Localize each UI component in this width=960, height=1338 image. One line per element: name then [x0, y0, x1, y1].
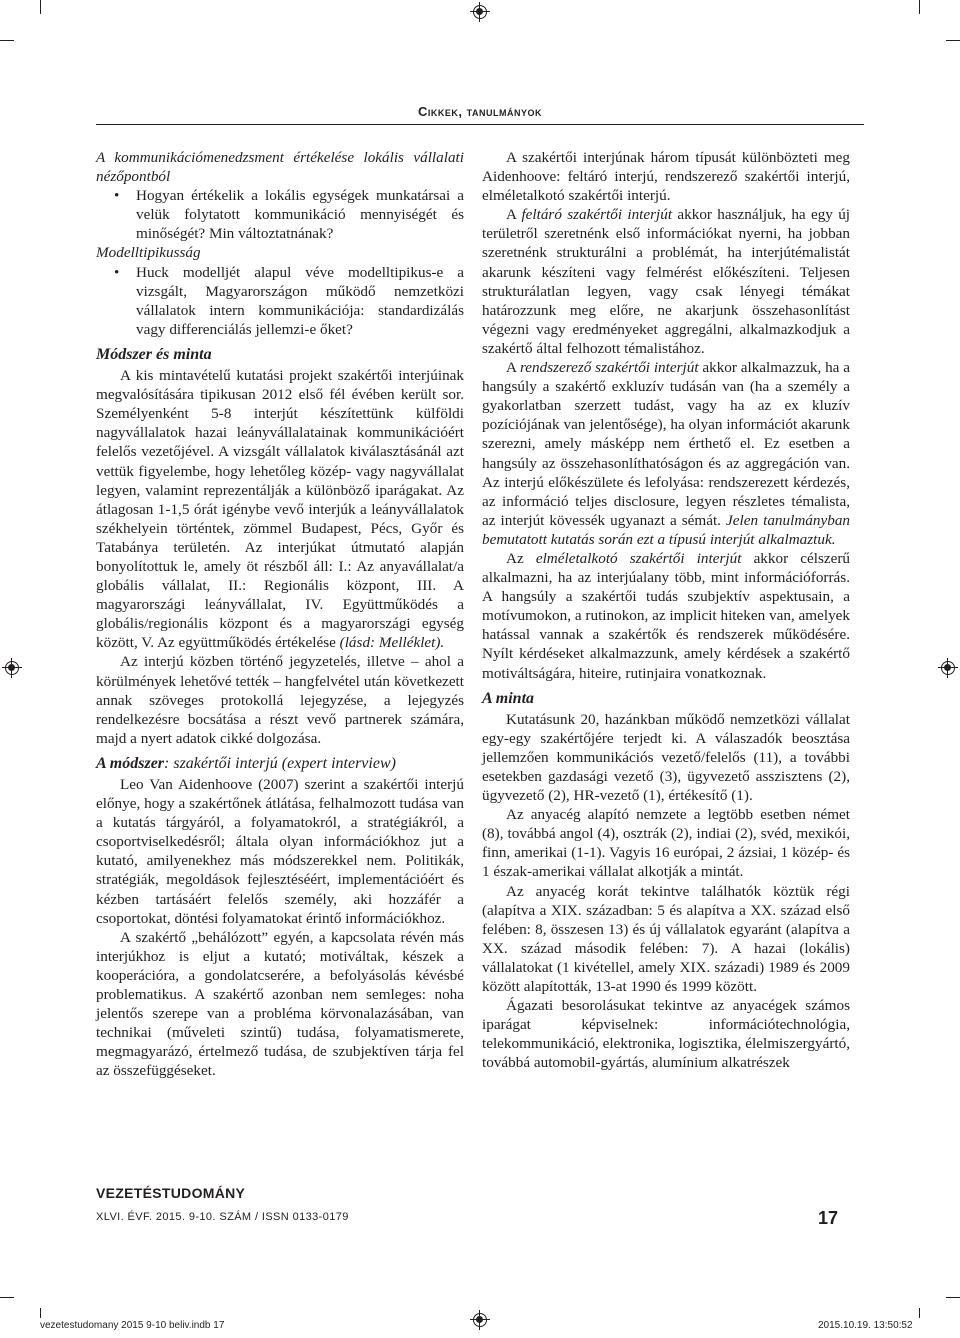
crop-mark-top-left	[40, 0, 41, 14]
method-heading: Módszer és minta	[96, 345, 212, 363]
crop-mark-bottom-left	[40, 1308, 41, 1318]
method-paragraph-1-ref: (lásd: Melléklet).	[339, 634, 445, 652]
expert-heading-bold: A módszer	[96, 754, 165, 772]
right-paragraph-4-text: akkor célszerű alkalmazni, ha az interjúalany több, mint információforrás. A hangsúly a szakértői tudás szubjektív aspektusain, a motívumokon, a rutinokon, az implicit hiteken van, amelyek hatással vannak a szakértők és rendszerek működésére. Nyílt kérdéseket alkalmazzunk, amely kérdések a szakértő motiváltságára, hiteire, rutinjaira vonatkoznak.	[482, 549, 851, 682]
expert-paragraph-1: Leo Van Aidenhoove (2007) szerint a szakértői interjú előnye, hogy a szakértőnek átlátása, felhalmozott tudása van a kutatás tárgyáról, a folyamatokról, a stratégiákról, a csoportviselkedésről; általa olyan információkhoz jut a kutató, amilyenekhez más módszerekkel nem. Politikák, stratégiák, megoldások fejlesztéséért, implementációért és kézben tartásáért felelős személy, aki hozzáfér a csoportokat, döntési folyamatokat érintő információkhoz.	[96, 776, 464, 927]
right-paragraph-2-term: feltáró szakértői interjút	[521, 206, 673, 224]
crop-mark-top-right	[919, 0, 920, 14]
model-bullet-list	[96, 263, 464, 339]
crop-mark-left-bottom	[0, 1297, 14, 1298]
left-column	[96, 148, 464, 1081]
sample-paragraph-3: Az anyacég korát tekintve találhatók köztük régi (alapítva a XIX. században: 5 és alapítva a XX. század első felében: 8, összesen 13) és új vállalatok egyaránt (alapítva a XX. század második felében: 7). A hazai (lokális) vállalatokat (1 kivétellel, amely XIX. századi) 1989 és 2009 között alapították, 13-at 1990 és 1999 között.	[482, 882, 850, 996]
right-paragraph-3-term: rendszerező szakértői interjút	[519, 359, 699, 377]
right-paragraph-1: A szakértői interjúnak három típusát különbözteti meg Aidenhoove: feltáró interjú, rendszerező szakértői interjú, elméletalkotó szakértői interjú.	[482, 149, 850, 205]
right-paragraph-2: A feltáró szakértői interjút akkor használjuk, ha egy új területről szeretnénk első információkat nyerni, ha jobban szeretnénk strukturálni a problémát, ha interjútémalistát akarunk készíteni vagy felmérést előkészíteni. Teljesen strukturálatlan legyen, vagy csak lényegi témákat határozzunk meg előre, ne akarjunk összehasonlítást végezni vagy eredményeket aggregálni, alkalmazkodjuk a szakértő által felhozott témalistához.	[482, 206, 851, 357]
sample-paragraph-1: Kutatásunk 20, hazánkban működő nemzetközi vállalat egy-egy szakértőjére terjedt ki. A válaszadók beosztása jellemzően kommunikációs vezető/felelős (11), a további esetekben gazdasági vezető (3), ügyvezető asszisztens (2), ügyvezető (2), HR-vezető (1), értékesítő (1).	[482, 710, 850, 805]
expert-heading	[96, 754, 464, 773]
expert-heading-rest: : szakértői interjú (expert interview)	[164, 754, 396, 772]
right-paragraph-3: A rendszerező szakértői interjút akkor alkalmazzuk, ha a hangsúly a szakértő exkluzív tudásán van (ha a személy a gyakorlatban szerzett tudást, vagy ha az ex kluzív pozíciójának van jelentősége), ha olyan információt akarunk szerezni, amely másképp nem érthető el. Ez esetben a hangsúly az összehasonlíthatóságon és az aggregáción van. Az interjú előkészülete és lefolyása: rendszerezett kérdezés, az információ teljes disclosure, legyen részletes témalista, az interjút kövessék ugyanazt a sémát. Jelen tanulmányban bemutatott kutatás során ezt a típusú interjút alkalmaztuk.	[482, 359, 851, 548]
method-paragraph-2: Az interjú közben történő jegyzetelés, illetve – ahol a körülmények lehetővé tették – hangfelvétel után következett annak szöveges protokollá lejegyzése, a lejegyzés rendelkezésre bocsátása a részt vevő partnerek számára, majd a nyert adatok cikké dolgozása.	[96, 653, 464, 747]
right-column	[482, 148, 850, 1073]
right-paragraph-2-text: akkor használjuk, ha egy új területről szeretnénk első információkat nyerni, ha jobban szeretnénk strukturálni a problémát, ha interjútémalistát akarunk készíteni vagy felmérést előkészíteni. Teljesen strukturálatlan legyen, vagy csak lényegi témákat határozzunk meg előre, ne akarjunk összehasonlítást végezni vagy eredményeket aggregálni, alkalmazkodjuk a szakértő által felhozott témalistához.	[482, 206, 851, 357]
crop-mark-right-top	[946, 40, 960, 41]
header-rule	[96, 124, 864, 125]
expert-paragraph-2: A szakértő „behálózott” egyén, a kapcsolata révén más interjúkhoz is eljut a kutató; motiváltak, készek a kooperációra, a gondolatcserére, a befolyásolás kévésbé problematikus. A szakértő azonban nem semleges: noha jelentős szerepe van a probléma körvonalazásában, van technikai (műveleti szintű) tudása, folyamatismerete, megmagyarázó, értelmező tudása, de szubjektíven tárja fel az összefüggéseket.	[96, 928, 464, 1080]
crop-mark-left-top	[0, 40, 14, 41]
model-title: Modelltipikusság	[96, 244, 201, 262]
registration-mark-right-icon	[938, 658, 958, 678]
page-number: 17	[818, 1208, 839, 1228]
method-paragraph-1	[96, 366, 464, 652]
intro-title: A kommunikációmenedzsment értékelése lokális vállalati nézőpontból	[96, 149, 464, 186]
slug-file-name: vezetestudomany 2015 9-10 beliv.indb 17	[40, 1320, 225, 1331]
issue-info: XLVI. ÉVF. 2015. 9-10. SZÁM / ISSN 0133-0179	[96, 1211, 349, 1223]
right-paragraph-3-italic: Jelen tanulmányban bemutatott kutatás során ezt a típusú interjút alkalmaztuk.	[482, 511, 851, 548]
journal-title: VEZETÉSTUDOMÁNY	[96, 1185, 246, 1201]
crop-mark-right-bottom	[946, 1297, 960, 1298]
registration-mark-bottom-icon	[470, 1310, 490, 1330]
registration-mark-left-icon	[2, 658, 22, 678]
registration-mark-top-icon	[470, 2, 490, 22]
sample-heading: A minta	[482, 689, 535, 707]
sample-paragraph-2: Az anyacég alapító nemzete a legtöbb esetben német (8), továbbá angol (4), osztrák (2), indiai (2), svéd, mexikói, finn, amerikai (1-1). Vagyis 16 európai, 2 ázsiai, 1 közép- és 1 észak-amerikai vállalat alkotják a mintát.	[482, 806, 850, 881]
right-paragraph-3-text: akkor alkalmazzuk, ha a hangsúly a szakértő exkluzív tudásán van (ha a személy a gyakorlatban szerzett tudást, vagy ha az ex kluzív pozíciójának van jelentősége), ha olyan információt akarunk szerezni, amely másképp nem érthető el. Ez esetben a hangsúly az összehasonlíthatóságon és az aggregáción van. Az interjú előkészülete és lefolyása: rendszerezett kérdezés, az információ teljes disclosure, legyen részletes témalista, az interjút kövessék ugyanazt a sémát.	[482, 359, 850, 529]
model-bullet: • Huck modelljét alapul véve modelltipikus-e a vizsgált, Magyarországon működő nemzetközi vállalatok intern kommunikációja: standardizálás vagy differenciálás jellemzi-e őket?	[136, 263, 464, 339]
right-paragraph-4-term: elméletalkotó szakértői interjút	[535, 549, 742, 567]
intro-bullet: • Hogyan értékelik a lokális egységek munkatársai a velük folytatott kommunikáció mennyiségét és minőségét? Min változtatnának?	[136, 186, 464, 243]
intro-bullet-list	[96, 186, 464, 243]
slug-timestamp: 2015.10.19. 13:50:52	[818, 1320, 913, 1331]
right-paragraph-4: Az elméletalkotó szakértői interjút akkor célszerű alkalmazni, ha az interjúalany több, mint információforrás. A hangsúly a szakértői tudás szubjektív aspektusain, a motívumokon, a rutinokon, az implicit hiteken van, amelyek hatással vannak a szakértők és rendszerek működésére. Nyílt kérdéseket alkalmazzunk, amely kérdések a szakértő motiváltságára, hiteire, rutinjaira vonatkoznak.	[482, 549, 851, 682]
sample-paragraph-4: Ágazati besorolásukat tekintve az anyacégek számos iparágat képviselnek: információtechnológia, telekommunikáció, elektronika, logisztika, élelmiszergyártó, továbbá automobil-gyártás, alumínium alkatrészek	[482, 997, 850, 1072]
crop-mark-bottom-right	[919, 1308, 920, 1318]
running-head: Cikkek, tanulmányok	[418, 104, 542, 119]
method-paragraph-1-text: A kis mintavételű kutatási projekt szakértői interjúinak megvalósítására tipikusan 2012 első fél évében került sor. Személyenként 5-8 interjút készítettünk külföldi nagyvállalatok hazai leányvállalatainak kommunikációért felelős vezetőjével. A vizsgált vállalatok kiválasztásánál azt vettük figyelembe, hogy lehetőleg közép- vagy nagyvállalat legyen, valamint reprezentálják a különböző iparágakat. Az átlagosan 1-1,5 órát igénybe vevő interjúk a leányvállalatok székhelyein történtek, zömmel Budapest, Pécs, Győr és Tatabánya területén. Az interjúkat útmutató alapján bonyolítottuk le, amely öt részből áll: I.: Az anyavállalat/a globális vállalat, II.: Regionális központ, III. A magyarországi leányvállalat, IV. Együttműködés a globális/regionális központ és a magyarországi egység között, V. Az együttműködés értékelése	[96, 367, 464, 652]
